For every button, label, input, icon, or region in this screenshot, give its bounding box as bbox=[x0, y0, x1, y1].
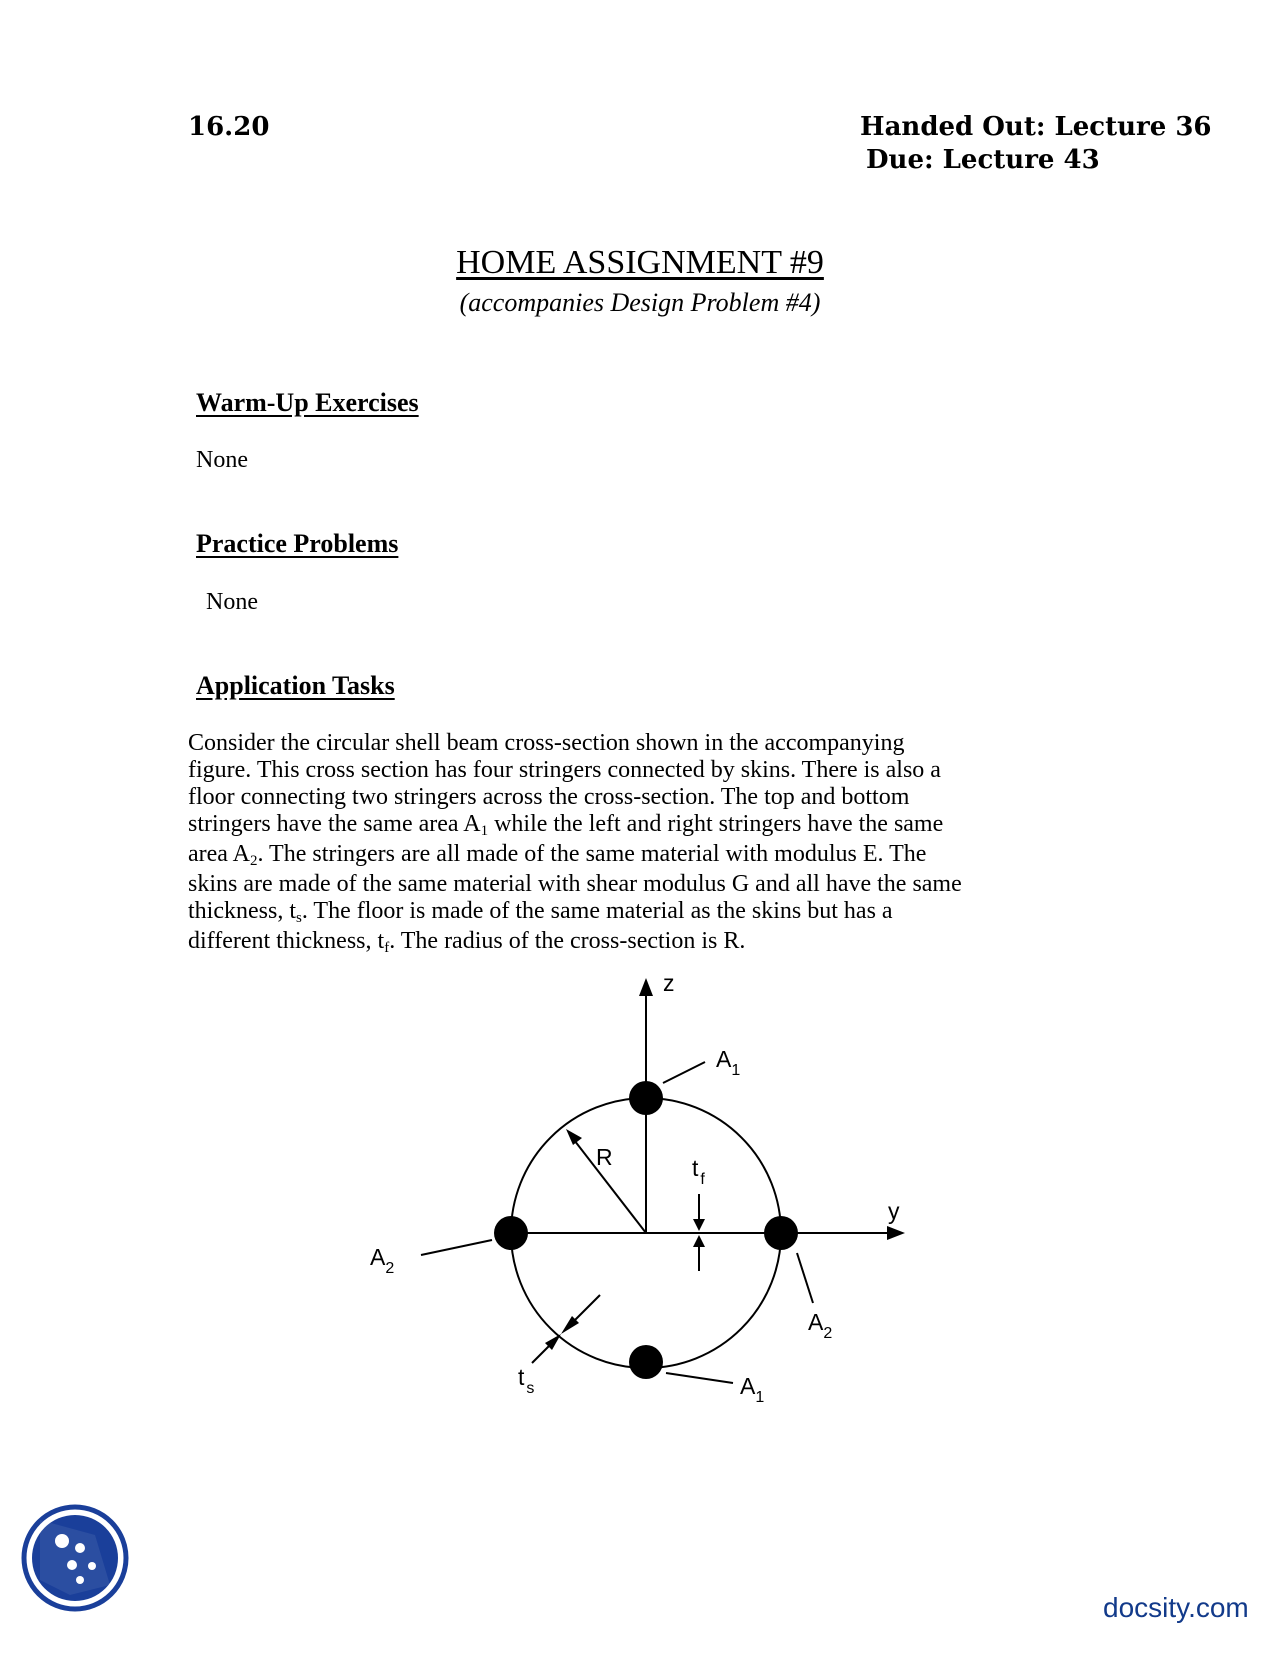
paragraph-line: figure. This cross section has four stringers connected by skins. There is also a bbox=[188, 757, 941, 783]
handed-out-date: Handed Out: Lecture 36 bbox=[860, 112, 1212, 142]
paragraph-line: Consider the circular shell beam cross-section shown in the accompanying bbox=[188, 730, 905, 756]
practice-text: None bbox=[206, 589, 258, 615]
leader-top bbox=[663, 1062, 705, 1083]
leader-bottom bbox=[666, 1373, 733, 1383]
paragraph-line: stringers have the same area $A_1$ while the left and right stringers have the same bbox=[188, 811, 944, 839]
z-axis-arrowhead bbox=[639, 978, 653, 996]
docsity-logo bbox=[24, 1507, 126, 1609]
footer-brand[interactable]: docsity.com bbox=[1103, 1592, 1249, 1623]
paragraph-line: thickness, $t_s$. The floor is made of the same material as the skins but has a bbox=[188, 898, 893, 926]
y-axis-label: y bbox=[888, 1198, 900, 1224]
warm-up-text: None bbox=[196, 447, 248, 473]
label-a2-left: $A_2$ bbox=[370, 1244, 395, 1277]
label-a1-top: $A_1$ bbox=[716, 1046, 741, 1079]
floor-thickness-lower-arrowhead bbox=[693, 1235, 705, 1247]
leader-left bbox=[421, 1240, 492, 1255]
y-axis-arrowhead bbox=[887, 1226, 905, 1240]
page-subtitle: (accompanies Design Problem #4) bbox=[459, 288, 821, 317]
leader-right bbox=[797, 1253, 813, 1303]
paragraph-line: floor connecting two stringers across the cross-section. The top and bottom bbox=[188, 784, 910, 810]
z-axis-label: z bbox=[663, 970, 675, 996]
radius-arrowhead bbox=[566, 1129, 582, 1145]
stringer-top bbox=[629, 1081, 663, 1115]
warm-up-heading: Warm-Up Exercises bbox=[196, 388, 419, 417]
label-ts: t $_s$ bbox=[518, 1364, 535, 1397]
course-number: 16.20 bbox=[188, 112, 270, 142]
label-tf: t $_f$ bbox=[692, 1155, 705, 1188]
label-a2-right: $A_2$ bbox=[808, 1309, 833, 1342]
stringer-bottom bbox=[629, 1345, 663, 1379]
stringer-left bbox=[494, 1216, 528, 1250]
page-title: HOME ASSIGNMENT #9 bbox=[456, 244, 824, 281]
label-a1-bottom: $A_1$ bbox=[740, 1373, 765, 1406]
floor-thickness-upper-arrowhead bbox=[693, 1219, 705, 1231]
application-heading: Application Tasks bbox=[196, 671, 395, 700]
practice-heading: Practice Problems bbox=[196, 529, 399, 558]
paragraph-line: skins are made of the same material with shear modulus G and all have the same bbox=[188, 871, 962, 897]
paragraph-line: area $A_2$. The stringers are all made of the same material with modulus E. The bbox=[188, 841, 927, 869]
due-date: Due: Lecture 43 bbox=[866, 145, 1100, 175]
radius-label: R bbox=[596, 1144, 613, 1170]
paragraph-line: different thickness, $t_f$. The radius of the cross-section is R. bbox=[188, 928, 746, 956]
stringer-right bbox=[764, 1216, 798, 1250]
